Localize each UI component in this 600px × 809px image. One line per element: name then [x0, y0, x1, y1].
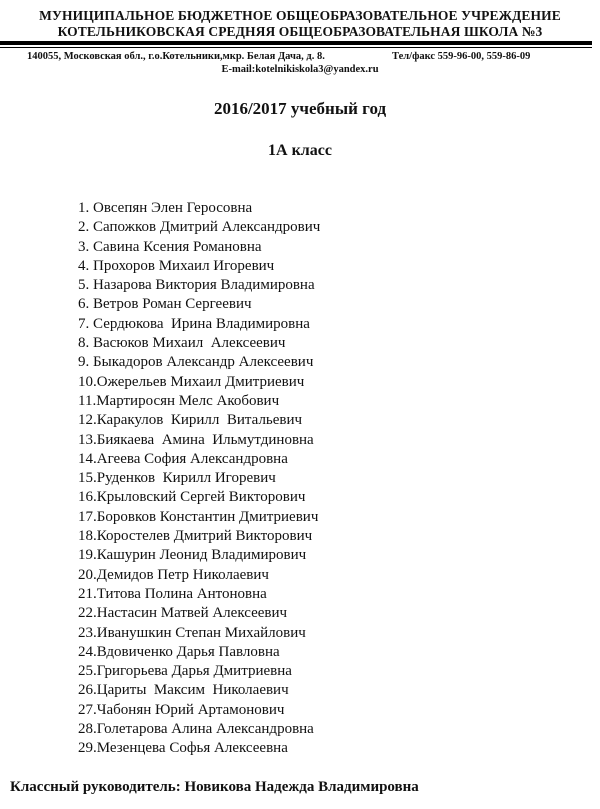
- student-number: 11.: [78, 392, 97, 409]
- header-rule-thin: [0, 47, 592, 48]
- student-name: Голетарова Алина Александровна: [96, 721, 314, 738]
- student-name: Иванушкин Степан Михайлович: [96, 624, 306, 641]
- student-number: 10.: [78, 373, 97, 390]
- list-item: [78, 739, 320, 758]
- student-name: Настасин Матвей Алексеевич: [96, 605, 288, 622]
- list-item: [78, 720, 320, 739]
- student-number: 28.: [78, 721, 97, 738]
- student-name: Руденков Кирилл Игоревич: [96, 470, 276, 487]
- student-number: 29.: [78, 740, 97, 757]
- student-number: 24.: [78, 643, 97, 660]
- student-name: Боровков Константин Дмитриевич: [96, 508, 319, 525]
- org-name-line-2: КОТЕЛЬНИКОВСКАЯ СРЕДНЯЯ ОБЩЕОБРАЗОВАТЕЛЬНАЯ ШКОЛА №3: [57, 24, 543, 39]
- list-item: [78, 257, 320, 276]
- header-rule-thick: [0, 41, 592, 45]
- school-phone: Тел/факс 559-96-00, 559-86-09: [392, 51, 531, 62]
- list-item: [78, 373, 320, 392]
- student-name: Агеева София Александровна: [96, 450, 288, 467]
- student-name: Демидов Петр Николаевич: [96, 566, 269, 583]
- list-item: [78, 276, 320, 295]
- student-number: 7.: [78, 315, 93, 332]
- student-name: Мезенцева Софья Алексеевна: [96, 740, 288, 757]
- list-item: [78, 527, 320, 546]
- student-name: Ожерельев Михаил Дмитриевич: [96, 373, 305, 390]
- list-item: [78, 681, 320, 700]
- org-name-line-1: МУНИЦИПАЛЬНОЕ БЮДЖЕТНОЕ ОБЩЕОБРАЗОВАТЕЛЬНОЕ УЧРЕЖДЕНИЕ: [39, 8, 561, 23]
- student-number: 14.: [78, 450, 97, 467]
- student-name: Васюков Михаил Алексеевич: [93, 335, 286, 352]
- list-item: [78, 662, 320, 681]
- list-item: [78, 238, 320, 257]
- student-number: 13.: [78, 431, 97, 448]
- list-item: [78, 585, 320, 604]
- academic-year-title: 2016/2017 учебный год: [213, 99, 387, 118]
- student-number: 5.: [78, 277, 93, 294]
- student-name: Чабонян Юрий Артамонович: [96, 701, 285, 718]
- student-name: Кашурин Леонид Владимирович: [96, 547, 307, 564]
- list-item: [78, 566, 320, 585]
- list-item: [78, 508, 320, 527]
- student-number: 25.: [78, 663, 97, 680]
- student-name: Коростелев Дмитрий Викторович: [96, 528, 313, 545]
- class-teacher: Классный руководитель: Новикова Надежда Владимировна: [10, 779, 419, 795]
- letterhead: [0, 8, 600, 40]
- student-name: Титова Полина Антоновна: [96, 585, 267, 602]
- student-name: Григорьева Дарья Дмитриевна: [96, 663, 292, 680]
- student-name: Сердюкова Ирина Владимировна: [93, 315, 310, 332]
- list-item: [78, 392, 320, 411]
- student-name: Цариты Максим Николаевич: [96, 682, 289, 699]
- class-title: 1А класс: [268, 142, 332, 159]
- student-name: Прохоров Михаил Игоревич: [93, 257, 275, 274]
- list-item: [78, 411, 320, 430]
- student-name: Биякаева Амина Ильмутдиновна: [96, 431, 314, 448]
- list-item: [78, 431, 320, 450]
- student-number: 19.: [78, 547, 97, 564]
- student-name: Сапожков Дмитрий Александрович: [93, 219, 321, 236]
- student-name: Быкадоров Александр Алексеевич: [93, 354, 314, 371]
- student-list: [78, 199, 320, 759]
- student-number: 9.: [78, 354, 93, 371]
- student-number: 6.: [78, 296, 93, 313]
- school-email: E-mail:kotelnikiskola3@yandex.ru: [221, 64, 379, 75]
- list-item: [78, 643, 320, 662]
- school-address: 140055, Московская обл., г.о.Котельники,мкр. Белая Дача, д. 8.: [27, 51, 325, 62]
- list-item: [78, 604, 320, 623]
- student-number: 22.: [78, 605, 97, 622]
- student-number: 12.: [78, 412, 97, 429]
- list-item: [78, 218, 320, 237]
- student-number: 21.: [78, 585, 97, 602]
- student-number: 18.: [78, 528, 97, 545]
- student-name: Вдовиченко Дарья Павловна: [96, 643, 280, 660]
- student-name: Каракулов Кирилл Витальевич: [96, 412, 303, 429]
- student-name: Савина Ксения Романовна: [93, 238, 262, 255]
- student-number: 15.: [78, 470, 97, 487]
- student-number: 16.: [78, 489, 97, 506]
- list-item: [78, 295, 320, 314]
- student-number: 3.: [78, 238, 93, 255]
- list-item: [78, 315, 320, 334]
- student-number: 23.: [78, 624, 97, 641]
- student-number: 20.: [78, 566, 97, 583]
- student-name: Назарова Виктория Владимировна: [93, 277, 315, 294]
- student-name: Ветров Роман Сергеевич: [93, 296, 252, 313]
- student-number: 26.: [78, 682, 97, 699]
- list-item: [78, 701, 320, 720]
- list-item: [78, 199, 320, 218]
- student-number: 1.: [78, 200, 93, 216]
- student-number: 8.: [78, 335, 93, 352]
- student-number: 17.: [78, 508, 97, 525]
- list-item: [78, 334, 320, 353]
- student-number: 2.: [78, 219, 93, 236]
- list-item: [78, 450, 320, 469]
- student-name: Мартиросян Мелс Акобович: [96, 392, 280, 409]
- list-item: [78, 353, 320, 372]
- list-item: [78, 469, 320, 488]
- student-name: Овсепян Элен Геросовна: [93, 200, 253, 216]
- list-item: [78, 624, 320, 643]
- list-item: [78, 488, 320, 507]
- list-item: [78, 546, 320, 565]
- student-number: 4.: [78, 257, 93, 274]
- student-name: Крыловский Сергей Викторович: [96, 489, 306, 506]
- student-number: 27.: [78, 701, 97, 718]
